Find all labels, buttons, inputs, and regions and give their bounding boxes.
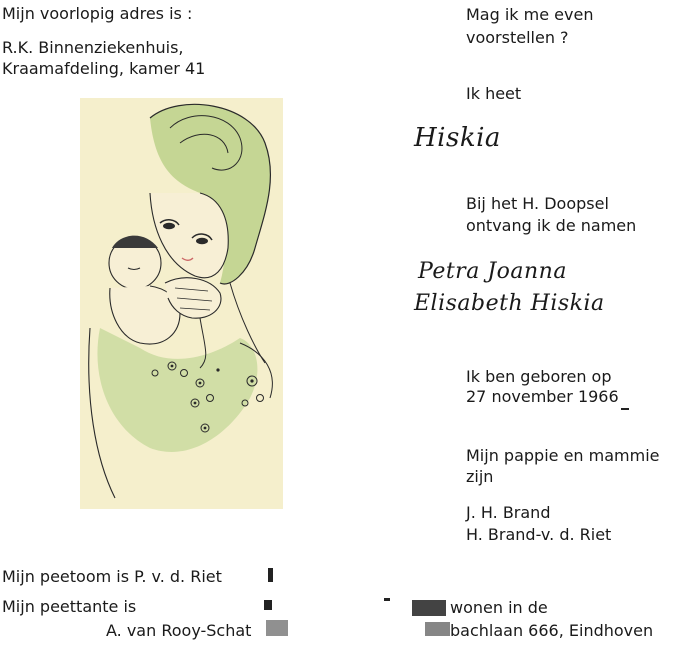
scan-speck xyxy=(268,568,273,582)
given-names-line-2: Elisabeth Hiskia xyxy=(414,291,605,316)
address-label: Mijn voorlopig adres is : xyxy=(2,4,193,23)
intro-line-2: voorstellen ? xyxy=(466,28,569,47)
scan-speck xyxy=(264,600,272,610)
baptism-line-2: ontvang ik de namen xyxy=(466,216,637,235)
given-names-line-1: Petra Joanna xyxy=(418,259,567,284)
scan-speck xyxy=(621,408,629,410)
residence-line-1: wonen in de xyxy=(450,598,548,617)
mother-baby-illustration xyxy=(80,98,283,509)
residence-line-2: bachlaan 666, Eindhoven xyxy=(450,621,654,640)
godmother-label: Mijn peettante is xyxy=(2,597,137,616)
address-line-1: R.K. Binnenziekenhuis, xyxy=(2,38,184,57)
scan-speck xyxy=(266,620,288,636)
parent-father: J. H. Brand xyxy=(466,503,551,522)
parent-mother: H. Brand-v. d. Riet xyxy=(466,525,612,544)
name-intro: Ik heet xyxy=(466,84,522,103)
scan-speck xyxy=(384,598,390,601)
child-name: Hiskia xyxy=(414,123,501,153)
parents-line-2: zijn xyxy=(466,467,494,486)
born-date: 27 november 1966 xyxy=(466,387,619,406)
scan-speck xyxy=(425,622,450,636)
baptism-line-1: Bij het H. Doopsel xyxy=(466,194,609,213)
godmother-name: A. van Rooy-Schat xyxy=(106,621,252,640)
born-line-1: Ik ben geboren op xyxy=(466,367,612,386)
address-line-2: Kraamafdeling, kamer 41 xyxy=(2,59,206,78)
intro-line-1: Mag ik me even xyxy=(466,5,594,24)
godfather-line: Mijn peetoom is P. v. d. Riet xyxy=(2,567,222,586)
parents-line-1: Mijn pappie en mammie xyxy=(466,446,660,465)
scan-speck xyxy=(412,600,446,616)
